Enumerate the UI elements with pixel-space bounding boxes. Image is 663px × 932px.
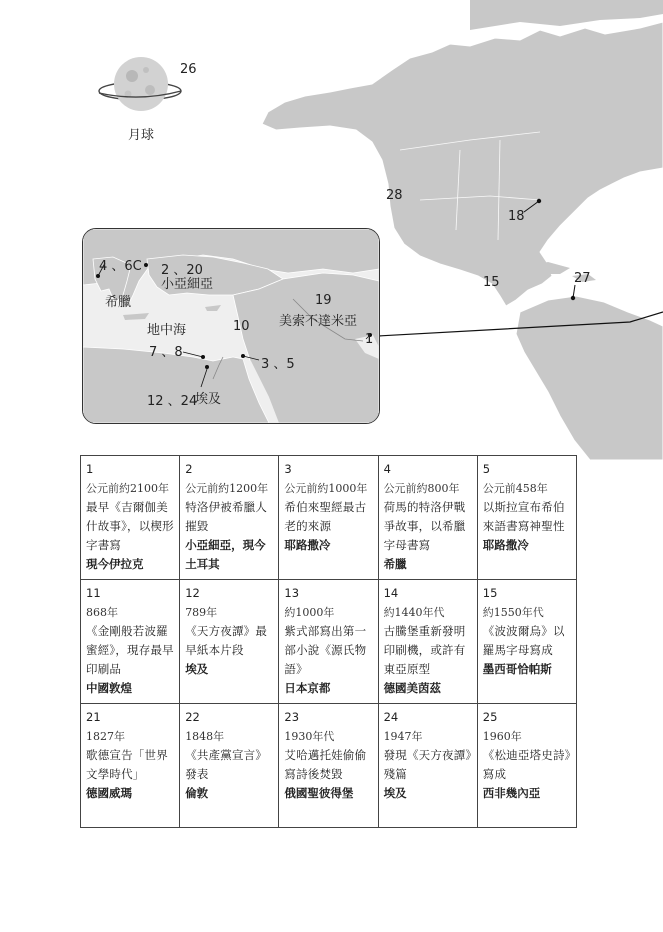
- cell-date: 公元前約1200年: [185, 482, 269, 495]
- timeline-cell: [81, 580, 180, 704]
- cell-number: 11: [86, 586, 101, 600]
- inset-marker-1: 1: [365, 332, 374, 347]
- timeline-cell: [477, 704, 576, 828]
- cell-date: 約1000年: [284, 606, 335, 619]
- cell-date: 868年: [86, 606, 118, 619]
- cell-place: 中國敦煌: [86, 681, 132, 695]
- timeline-cell: [180, 704, 279, 828]
- cell-place: 埃及: [185, 662, 209, 676]
- cell-date: 公元前約800年: [383, 482, 460, 495]
- cell-number: 2: [185, 462, 193, 476]
- moon-icon: [99, 57, 181, 111]
- south-america-landmass: [516, 296, 663, 460]
- cell-number: 3: [284, 462, 292, 476]
- cell-date: 1960年: [482, 730, 522, 743]
- cell-description: 歌德宣告「世界文學時代」: [86, 748, 168, 781]
- inset-place-greece: 希臘: [105, 295, 132, 310]
- cell-place: 小亞細亞，現今土耳其: [185, 538, 266, 571]
- timeline-row-2: [81, 580, 577, 704]
- cell-place: 德國美茵茲: [383, 681, 442, 695]
- marker-27: 27: [574, 271, 591, 286]
- timeline-cell: [180, 456, 279, 580]
- timeline-cell: [81, 456, 180, 580]
- timeline-cell: [81, 704, 180, 828]
- cell-date: 1930年代: [284, 730, 335, 743]
- cell-number: 5: [482, 462, 491, 476]
- cell-number: 22: [185, 710, 200, 724]
- cell-place: 耶路撒冷: [482, 538, 529, 552]
- timeline-cell: [279, 580, 378, 704]
- timeline-row-1: [81, 456, 577, 580]
- timeline-cell: [378, 704, 477, 828]
- cell-date: 公元前約1000年: [284, 482, 368, 495]
- cell-number: 24: [383, 710, 399, 724]
- cell-description: 《共產黨宣言》發表: [185, 748, 268, 781]
- cell-date: 公元前約2100年: [86, 482, 169, 495]
- timeline-cell: [279, 456, 378, 580]
- cell-description: 紫式部寫出第一部小說《源氏物語》: [284, 624, 367, 676]
- cell-place: 希臘: [383, 557, 407, 571]
- cell-date: 1947年: [383, 730, 423, 743]
- cell-number: 4: [383, 462, 391, 476]
- cell-number: 14: [383, 586, 399, 600]
- inset-place-asia-minor: 小亞細亞: [161, 277, 214, 292]
- cell-number: 12: [185, 586, 200, 600]
- marker-15: 15: [483, 275, 500, 290]
- cell-description: 發現《天方夜譚》殘篇: [383, 748, 472, 781]
- inset-place-mesopotamia: 美索不達米亞: [279, 314, 358, 329]
- cell-description: 《波波爾烏》以羅馬字母寫成: [482, 624, 565, 657]
- inset-marker-2-20: 2 、20: [161, 263, 203, 278]
- inset-dot-12-24: [205, 365, 209, 369]
- inset-marker-10: 10: [233, 319, 250, 334]
- cell-description: 希伯來聖經最古老的來源: [284, 500, 367, 533]
- cell-place: 西非幾內亞: [482, 786, 541, 800]
- inset-marker-4-6c: 4 、6C: [99, 259, 142, 274]
- cell-date: 約1550年代: [482, 606, 544, 619]
- cell-place: 墨西哥恰帕斯: [482, 662, 552, 676]
- inset-marker-19: 19: [315, 293, 332, 308]
- cell-place: 日本京都: [284, 681, 331, 695]
- cell-place: 埃及: [383, 786, 407, 800]
- timeline-cell: [378, 456, 477, 580]
- cell-description: 最早《吉爾伽美什故事》，以楔形字書寫: [86, 500, 174, 552]
- marker-18: 18: [508, 209, 525, 224]
- cell-description: 荷馬的特洛伊戰爭故事，以希臘字母書寫: [383, 500, 466, 552]
- cell-date: 1848年: [185, 730, 225, 743]
- cell-number: 23: [284, 710, 300, 724]
- moon-label: 月球: [128, 128, 155, 143]
- cell-place: 俄國聖彼得堡: [284, 786, 354, 800]
- cell-number: 1: [86, 462, 94, 476]
- timeline-cell: [279, 704, 378, 828]
- cell-number: 13: [284, 586, 300, 600]
- cell-description: 以斯拉宣布希伯來語書寫神聖性: [482, 500, 565, 533]
- cell-number: 15: [482, 586, 498, 600]
- cell-date: 1827年: [86, 730, 125, 743]
- inset-place-egypt: 埃及: [195, 392, 222, 407]
- inset-marker-12-24: 12 、24: [147, 394, 198, 409]
- cell-place: 現今伊拉克: [86, 557, 144, 571]
- cell-description: 古騰堡重新發明印刷機，或許有東亞原型: [383, 624, 466, 676]
- moon-marker-number: 26: [180, 62, 197, 77]
- cell-number: 21: [86, 710, 101, 724]
- cell-date: 約1440年代: [383, 606, 445, 619]
- inset-map-mediterranean: [82, 228, 380, 424]
- inset-place-mediterranean: 地中海: [147, 323, 187, 338]
- cell-description: 《松迪亞塔史詩》寫成: [482, 748, 571, 781]
- timeline-cell: [477, 580, 576, 704]
- cell-place: 德國威瑪: [86, 786, 132, 800]
- timeline-cell: [378, 580, 477, 704]
- marker-28: 28: [386, 188, 403, 203]
- cell-date: 公元前458年: [482, 482, 548, 495]
- timeline-cell: [477, 456, 576, 580]
- cell-description: 《天方夜譚》最早紙本片段: [185, 624, 268, 657]
- timeline-row-3: [81, 704, 577, 828]
- cell-number: 25: [482, 710, 498, 724]
- inset-dot-2-20: [144, 263, 148, 267]
- inset-marker-7-8: 7 、8: [149, 345, 183, 360]
- cell-description: 《金剛般若波羅蜜經》，現存最早印刷品: [86, 624, 174, 676]
- timeline-table: [80, 455, 577, 828]
- timeline-cell: [180, 580, 279, 704]
- cell-description: 特洛伊被希臘人摧毀: [185, 500, 268, 533]
- inset-marker-3-5: 3 、5: [261, 357, 295, 372]
- cell-place: 耶路撒冷: [284, 538, 331, 552]
- cell-description: 艾哈邁托娃偷偷寫詩後焚毀: [284, 748, 367, 781]
- cell-date: 789年: [185, 606, 218, 619]
- cell-place: 倫敦: [185, 786, 209, 800]
- arctic-landmass: [470, 0, 663, 30]
